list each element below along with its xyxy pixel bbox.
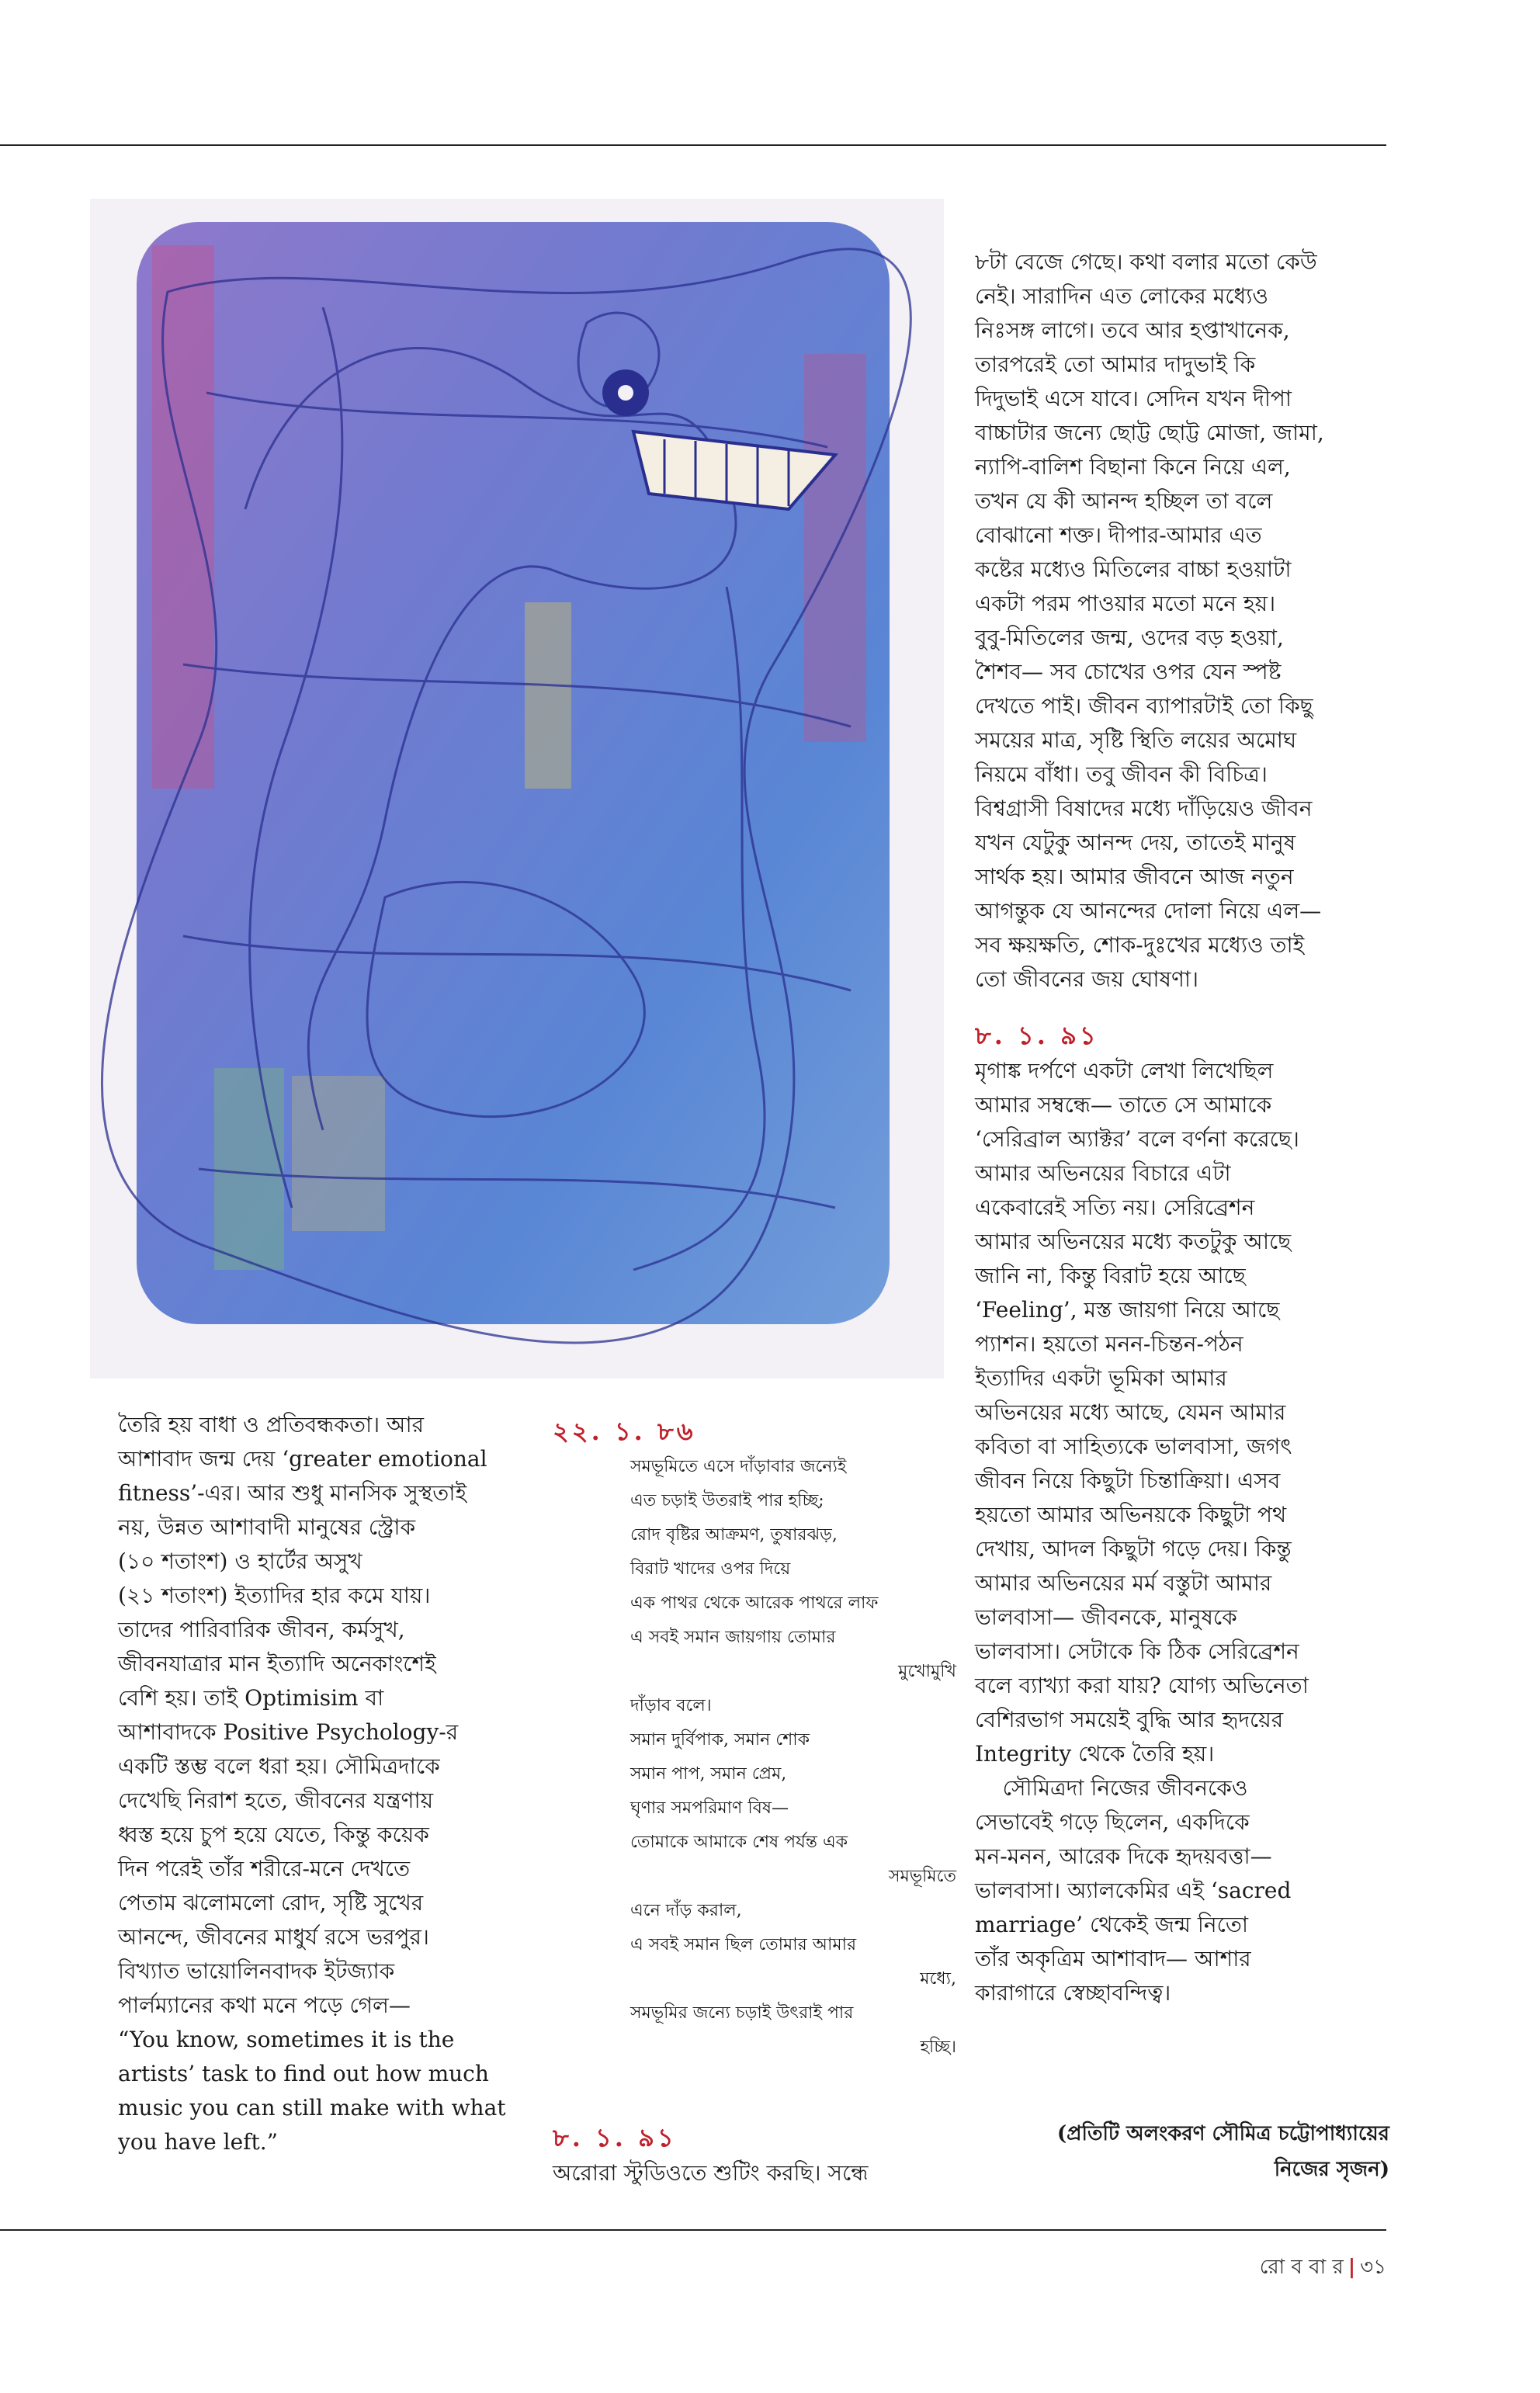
body-line: ভালবাসা— জীবনকে, মানুষকে <box>975 1604 1237 1630</box>
quote-line: “You know, sometimes it is the <box>118 2027 455 2052</box>
body-line: আশাবাদকে Positive Psychology-র <box>118 1719 459 1745</box>
body-line: জীবন নিয়ে কিছুটা চিন্তাক্রিয়া। এসব <box>975 1468 1281 1493</box>
body-line: একেবারেই সত্যি নয়। সেরিব্রেশন <box>975 1195 1255 1220</box>
credit-line: নিজের সৃজন) <box>1274 2158 1389 2181</box>
body-line: দিন পরেই তাঁর শরীরে-মনে দেখতে <box>118 1856 411 1881</box>
body-line: সেভাবেই গড়ে ছিলেন, একদিকে <box>975 1809 1250 1835</box>
diary-date: ৮. ১. ৯১ <box>975 1021 1099 1050</box>
body-line: (২১ শতাংশ) ইত্যাদির হার কমে যায়। <box>118 1583 431 1608</box>
body-line: বেশিরভাগ সময়েই বুদ্ধি আর হৃদয়ের <box>975 1707 1284 1732</box>
body-line: তো জীবনের জয় ঘোষণা। <box>975 966 1199 992</box>
body-line: কবিতা বা সাহিত্যকে ভালবাসা, জগৎ <box>975 1434 1292 1459</box>
body-line: কারাগারে স্বেচ্ছাবন্দিত্ব। <box>975 1980 1171 2006</box>
body-line: আমার সম্বন্ধে— তাতে সে আমাকে <box>975 1092 1272 1118</box>
quote-line: artists’ task to find out how much <box>118 2061 489 2086</box>
body-line: মৃগাঙ্ক দর্পণে একটা লেখা লিখেছিল <box>975 1058 1274 1084</box>
body-line: আমার অভিনয়ের বিচারে এটা <box>975 1160 1231 1186</box>
body-line: Integrity থেকে তৈরি হয়। <box>975 1741 1215 1767</box>
left-column <box>118 1408 522 2159</box>
right-column <box>975 245 1394 2010</box>
poem-line: সমভূমির জন্যে চড়াই উৎরাই পার <box>630 2003 854 2023</box>
poem <box>630 1450 964 2065</box>
body-line: তখন যে কী আনন্দ হচ্ছিল তা বলে <box>975 488 1273 514</box>
body-line: আমার অভিনয়ের মধ্যে কতটুকু আছে <box>975 1229 1292 1254</box>
body-line: বিশ্বগ্রাসী বিষাদের মধ্যে দাঁড়িয়েও জীবন <box>975 796 1313 821</box>
body-line: তৈরি হয় বাধা ও প্রতিবন্ধকতা। আর <box>118 1412 425 1438</box>
body-line: অরোরা স্টুডিওতে শুটিং করছি। সন্ধে <box>553 2160 869 2186</box>
poem-line: মধ্যে, <box>920 1969 956 1989</box>
diary-date: ২২. ১. ৮৬ <box>553 1417 696 1446</box>
body-line: বিখ্যাত ভায়োলিনবাদক ইটজ্যাক <box>118 1958 395 1984</box>
body-line: বেশি হয়। তাই Optimisim বা <box>118 1685 384 1711</box>
page-footer <box>1164 2251 1386 2285</box>
body-line: ধ্বস্ত হয়ে চুপ হয়ে যেতে, কিন্তু কয়েক <box>118 1822 429 1847</box>
body-line: মন-মনন, আরেক দিকে হৃদয়বত্তা— <box>975 1843 1272 1869</box>
body-line: প্যাশন। হয়তো মনন-চিন্তন-পঠন <box>975 1331 1243 1357</box>
body-line: একটা পরম পাওয়ার মতো মনে হয়। <box>975 591 1276 616</box>
poem-line: রোদ বৃষ্টির আক্রমণ, তুষারঝড়, <box>630 1525 838 1545</box>
magazine-name: রো ব বা র <box>1259 2256 1344 2279</box>
body-line: তারপরেই তো আমার দাদুভাই কি <box>975 352 1256 377</box>
body-line: বাচ্চাটার জন্যে ছোট্ট ছোট্ট মোজা, জামা, <box>975 420 1324 446</box>
body-line: সৌমিত্রদা নিজের জীবনকেও <box>975 1775 1248 1801</box>
poem-line: বিরাট খাদের ওপর দিয়ে <box>630 1559 791 1579</box>
middle-column-bottom <box>553 2119 964 2190</box>
poem-line: মুখোমুখি <box>898 1662 956 1681</box>
body-line: ভালবাসা। সেটাকে কি ঠিক সেরিব্রেশন <box>975 1639 1299 1664</box>
body-line: পার্লম্যানের কথা মনে পড়ে গেল— <box>118 1992 411 2018</box>
poem-line: সমভূমিতে এসে দাঁড়াবার জন্যেই <box>630 1457 847 1476</box>
quote-line: music you can still make with what <box>118 2095 506 2121</box>
diary-date: ৮. ১. ৯১ <box>553 2123 677 2152</box>
credit-line: (প্রতিটি অলংকরণ সৌমিত্র চট্টোপাধ্যায়ের <box>1056 2122 1389 2145</box>
body-line: অভিনয়ের মধ্যে আছে, যেমন আমার <box>975 1399 1286 1425</box>
body-line: নয়, উন্নত আশাবাদী মানুষের স্ট্রোক <box>118 1514 416 1540</box>
body-line: বলে ব্যাখ্যা করা যায়? যোগ্য অভিনেতা <box>975 1673 1309 1698</box>
bottom-rule <box>0 2229 1386 2231</box>
top-rule <box>0 144 1386 146</box>
body-line: সব ক্ষয়ক্ষতি, শোক-দুঃখের মধ্যেও তাই <box>975 932 1305 958</box>
poem-line: ঘৃণার সমপরিমাণ বিষ— <box>630 1798 789 1818</box>
middle-column <box>553 1413 964 2065</box>
body-line: (১০ শতাংশ) ও হার্টের অসুখ <box>118 1549 362 1574</box>
body-line: নিঃসঙ্গ লাগে। তবে আর হপ্তাখানেক, <box>975 317 1290 343</box>
body-line: দিদুভাই এসে যাবে। সেদিন যখন দীপা <box>975 386 1292 411</box>
body-line: দেখতে পাই। জীবন ব্যাপারটাই তো কিছু <box>975 693 1313 719</box>
body-line: marriage’ থেকেই জন্ম নিতো <box>975 1912 1248 1937</box>
body-line: আশাবাদ জন্ম দেয় ‘greater emotional <box>118 1446 487 1472</box>
poem-line: হচ্ছি। <box>920 2038 956 2057</box>
poem-line: এত চড়াই উতরাই পার হচ্ছি; <box>630 1491 824 1510</box>
poem-line: দাঁড়াব বলে। <box>630 1696 712 1715</box>
body-line: তাঁর অকৃত্রিম আশাবাদ— আশার <box>975 1946 1251 1972</box>
body-line: কষ্টের মধ্যেও মিতিলের বাচ্চা হওয়াটা <box>975 557 1292 582</box>
body-line: দেখেছি নিরাশ হতে, জীবনের যন্ত্রণায় <box>118 1788 434 1813</box>
body-line: আগন্তুক যে আনন্দের দোলা নিয়ে এল— <box>975 898 1322 924</box>
illustration <box>90 199 944 1379</box>
poem-line: সমান দুর্বিপাক, সমান শোক <box>630 1730 810 1750</box>
body-line: বুবু-মিতিলের জন্ম, ওদের বড় হওয়া, <box>975 625 1284 650</box>
poem-line: এ সবই সমান জায়গায় তোমার <box>630 1628 836 1647</box>
footer-separator: | <box>1348 2256 1356 2279</box>
body-line: হয়তো আমার অভিনয়কে কিছুটা পথ <box>975 1502 1287 1528</box>
body-line: আনন্দে, জীবনের মাধুর্য রসে ভরপুর। <box>118 1924 429 1950</box>
body-line: নিয়মে বাঁধা। তবু জীবন কী বিচিত্র। <box>975 761 1268 787</box>
body-line: সময়ের মাত্র, সৃষ্টি স্থিতি লয়ের অমোঘ <box>975 727 1297 753</box>
body-line: যখন যেটুকু আনন্দ দেয়, তাতেই মানুষ <box>975 830 1296 855</box>
body-line: তাদের পারিবারিক জীবন, কর্মসুখ, <box>118 1617 405 1642</box>
poem-line: সমভূমিতে <box>889 1867 956 1886</box>
body-line: ভালবাসা। অ্যালকেমির এই ‘sacred <box>975 1878 1292 1903</box>
poem-line: সমান পাপ, সমান প্রেম, <box>630 1764 787 1784</box>
body-line: ন্যাপি-বালিশ বিছানা কিনে নিয়ে এল, <box>975 454 1291 480</box>
poem-line: এক পাথর থেকে আরেক পাথরে লাফ <box>630 1594 879 1613</box>
body-line: fitness’-এর। আর শুধু মানসিক সুস্থতাই <box>118 1480 467 1506</box>
body-line: শৈশব— সব চোখের ওপর যেন স্পষ্ট <box>975 659 1282 685</box>
body-line: দেখায়, আদল কিছুটা গড়ে দেয়। কিন্তু <box>975 1536 1292 1562</box>
body-line: বোঝানো শক্ত। দীপার-আমার এত <box>975 522 1262 548</box>
body-line: পেতাম ঝলোমলো রোদ, সৃষ্টি সুখের <box>118 1890 424 1916</box>
body-line: সার্থক হয়। আমার জীবনে আজ নতুন <box>975 864 1294 890</box>
body-line: ‘সেরিব্রাল অ্যাক্টর’ বলে বর্ণনা করেছে। <box>975 1126 1299 1152</box>
poem-line: তোমাকে আমাকে শেষ পর্যন্ত এক <box>630 1833 848 1852</box>
poem-line: এনে দাঁড় করাল, <box>630 1901 742 1920</box>
illustration-credit <box>970 2116 1389 2187</box>
body-line: একটি স্তম্ভ বলে ধরা হয়। সৌমিত্রদাকে <box>118 1753 440 1779</box>
abstract-scribble-portrait-illustration-icon <box>90 199 944 1379</box>
body-line: আমার অভিনয়ের মর্ম বস্তুটা আমার <box>975 1570 1272 1596</box>
body-line: নেই। সারাদিন এত লোকের মধ্যেও <box>975 283 1268 309</box>
poem-line: এ সবই সমান ছিল তোমার আমার <box>630 1935 857 1954</box>
body-line: জানি না, কিন্তু বিরাট হয়ে আছে <box>975 1263 1246 1288</box>
quote-line: you have left.” <box>118 2129 278 2155</box>
body-line: ইত্যাদির একটা ভূমিকা আমার <box>975 1365 1227 1391</box>
page-number: ৩১ <box>1360 2256 1386 2279</box>
body-line: ‘Feeling’, মস্ত জায়গা নিয়ে আছে <box>975 1297 1280 1323</box>
body-line: জীবনযাত্রার মান ইত্যাদি অনেকাংশেই <box>118 1651 436 1677</box>
body-line: ৮টা বেজে গেছে। কথা বলার মতো কেউ <box>975 249 1317 275</box>
